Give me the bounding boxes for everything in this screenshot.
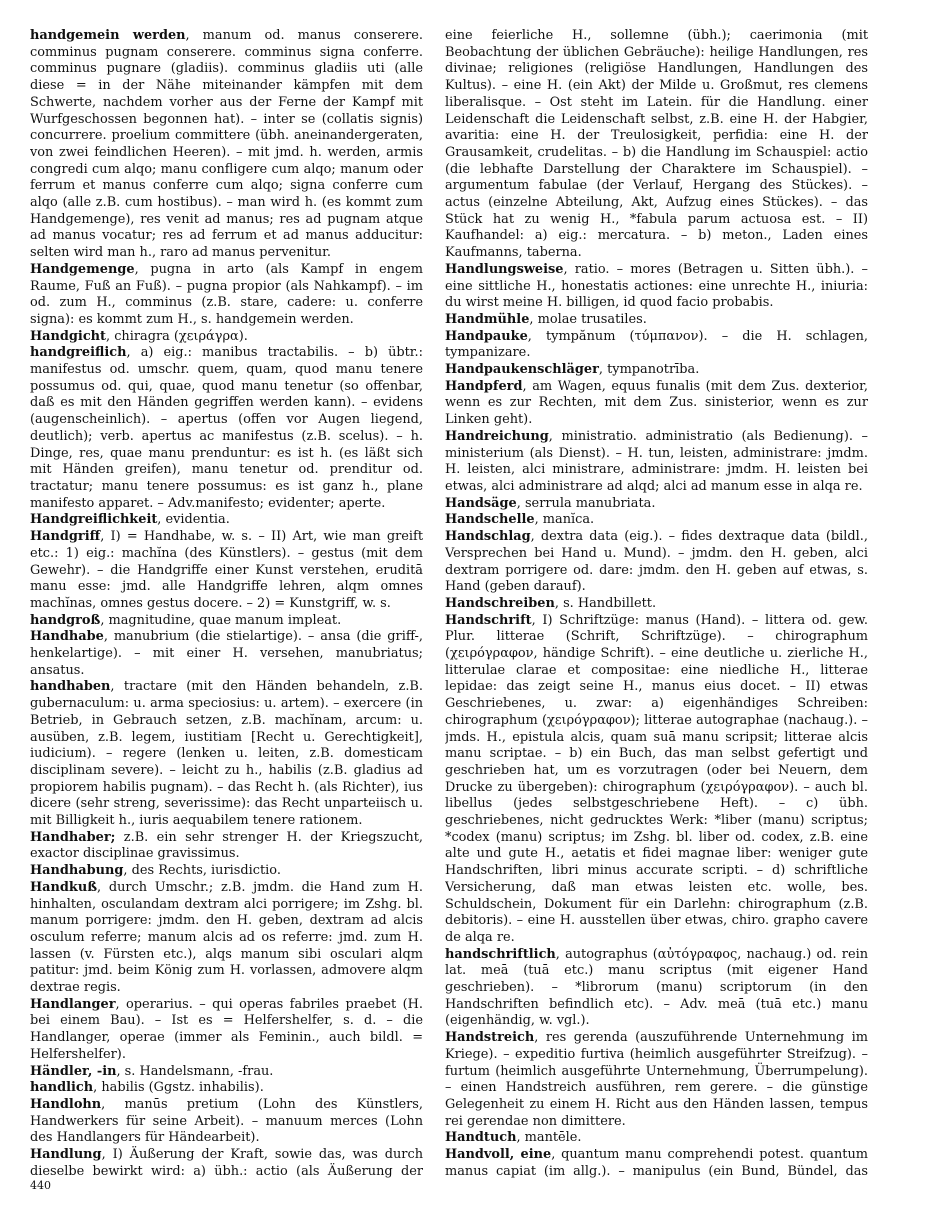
entry-text: z.B. ein sehr strenger H. der Kriegszucht, exactor disciplinae gravissimus. [30,829,423,862]
entry-text: , ratio. – mores (Betragen u. Sitten übh.). – eine sittliche H., honestatis actiones: eine unrechte H., iniuria: du wirst meine H. billigen, id quod facio probabis. [445,261,868,311]
entry-text: , ministratio. administratio (als Bedienung). – ministerium (als Dienst). – H. tun, leisten, administrare: jmdm. H. leisten, alci ministrare, administrare: jmdm. H. leisten bei etwas, alci administrare ad alqd; alci ad manum esse in alqa re. [445,428,868,494]
dictionary-entry [30,830,423,863]
entry-headword: Handreichung [445,428,549,444]
entry-headword: Handschelle [445,512,535,528]
entry-headword: Handschrift [445,612,532,628]
dictionary-entry [445,529,868,596]
entry-headword: Handlung [30,1147,102,1163]
entry-headword: Handlohn [30,1097,102,1112]
entry-headword: Handkuß [30,879,98,895]
right-column [445,28,868,1178]
left-column [30,28,423,1178]
dictionary-entry [30,1097,423,1147]
dictionary-entry [445,262,868,312]
entry-text: , durch Umschr.; z.B. jmdm. die Hand zum H. hinhalten, osculandam dextram alci porrigere; im Zshg. bl. manum porrigere: jmdm. den H. geben, dextram ad alcis osculum referre; manum alcis ad os referre: jmd. zum H. lassen (v. Fürsten etc.), alqs manum sibi osculari alqm patitur: jmd. beim König zum H. vorlassen, admovere alqm dextrae regis. [30,879,423,996]
entry-headword: Händler, -in [30,1063,117,1079]
dictionary-entry [30,629,423,679]
entry-headword: Handgemenge [30,261,135,277]
entry-headword: Handgicht [30,328,107,344]
entry-headword: Handgreiflichkeit [30,512,158,528]
dictionary-entry [445,1030,868,1130]
dictionary-entry [445,379,868,429]
entry-headword: handgroß [30,612,101,628]
entry-headword: Handpaukenschläger [445,362,599,378]
dictionary-entry [445,429,868,496]
dictionary-entry [30,262,423,329]
dictionary-entry [30,880,423,997]
entry-text: , tractare (mit den Händen behandeln, z.B. gubernaculum: u. arma speciosius: u. artem). – exercere (in Betrieb, in Gebrauch setzen, z.B. machĭnam, arcum: u. ausüben, z.B. legem, iustitiam [Recht u. Gerechtigkeit], iudicium). – regere (lenken u. leiten, z.B. domesticam disciplinam severe). – leicht zu h., habilis (z.B. gladius ad propiorem habilis pugnam). – das Recht h. (als Richter), ius dicere (sehr streng, severissime): das Recht unparteiisch u. mit Billigkeit h., iuris aequabilem tenere rationem. [30,679,423,829]
entry-text: , manĭca. [534,512,595,528]
entry-text: , habilis (Ggstz. inhabilis). [93,1080,264,1096]
dictionary-entry [445,1147,868,1178]
entry-text: , tympanotrība. [598,362,700,378]
dictionary-entry [445,1130,868,1147]
dictionary-entry [445,362,868,379]
dictionary-entry [30,997,423,1064]
entry-headword: Handsäge [445,495,517,511]
entry-headword: Handpferd [445,378,523,394]
entry-text: , des Rechts, iurisdictio. [123,863,281,879]
dictionary-entry [445,596,868,613]
entry-text: , pugna in arto (als Kampf in engem Raume, Fuß an Fuß). – pugna propior (als Nahkampf). – im od. zum H., comminus (z.B. stare, cadere: u. conferre signa): es kommt zum H., s. handgemein werden. [30,261,423,327]
entry-headword: Handgriff [30,529,101,545]
dictionary-entry [445,329,868,362]
dictionary-entry [30,28,423,262]
entry-headword: Handtuch [445,1130,517,1146]
entry-text: , mantēle. [516,1130,582,1146]
dictionary-entry [30,345,423,512]
entry-text: , tympănum (τύμπανον). – die H. schlagen, tympanizare. [445,328,868,361]
dictionary-entry [445,512,868,529]
entry-text: , I) Äußerung der Kraft, sowie das, was durch dieselbe bewirkt wird: a) übh.: actio (als Äußerung der [30,1147,423,1178]
entry-headword: Handhabung [30,863,124,879]
dictionary-entry [30,613,423,630]
dictionary-entry [445,496,868,513]
entry-text: eine feierliche H., sollemne (übh.); caerimonia (mit Beobachtung der üblichen Gebräuche): heilige Handlungen, res divinae; religiones (religiöse Handlungen, Handlungen des Kultus). – eine H. (ein Akt) der Milde u. Großmut, res clemens liberalisque. – Ost steht im Latein. für die Handlung. einer Leidenschaft die Leidenschaft selbst, z.B. eine H. der Habgier, avaritia: eine H. der Treulosigkeit, perfidia: eine H. der Grausamkeit, crudelitas. – b) die Handlung im Schauspiel: actio (die lebhafte Darstellung der Charaktere im Schauspiel). – argumentum fabulae (der Verlauf, Hergang des Stückes). – actus (einzelne Abteilung, Akt, Aufzug eines Stückes). – das Stück hat zu wenig H., *fabula parum actuosa est. – II) Kaufhandel: a) eig.: mercatura. – b) meton., Laden eines Kaufmanns, taberna. [445,28,868,261]
entry-headword: handhaben [30,679,111,695]
entry-headword: Handhaber; [30,829,116,845]
entry-text: , I) = Handhabe, w. s. – II) Art, wie man greift etc.: 1) eig.: machĭna (des Künstlers). – gestus (mit dem Gewehr). – die Handgriffe einer Kunst verstehen, eruditā manu esse: jmd. alle Handgriffe lehren, alqm omnes machĭnas, omnes gestus docere. – 2) = Kunstgriff, w. s. [30,529,423,611]
entry-text: , dextra data (eig.). – fides dextraque data (bildl., Versprechen bei Hand u. Mund). – jmdm. den H. geben, alci dextram porrigere od. dare: jmdm. den H. geben auf etwas, s. Hand (geben darauf). [445,529,868,595]
entry-text: , am Wagen, equus funalis (mit dem Zus. dexterior, wenn es zur Rechten, mit dem Zus. sinisterior, wenn es zur Linken geht). [445,378,868,428]
entry-text: , chiragra (χειράγρα). [106,328,248,344]
entry-text: , a) eig.: manibus tractabilis. – b) übtr.: manifestus od. umschr. quem, quam, quod manu tenere possumus od. qui, quae, quod manu tenetur (so offenbar, daß es mit den Händen gegriffen werden kann). – evidens (augenscheinlich). – apertus (offen vor Augen liegend, deutlich); verb. apertus ac manifestus (z.B. scelus). – h. Dinge, res, quae manu prenduntur: es ist h. (es läßt sich mit Händen greifen), manu tenetur od. prenditur od. tractatur; manu tenere possumus: es ist ganz h., plane manifesto apparet. – Adv.manifesto; evidenter; aperte. [30,345,423,511]
dictionary-entry [30,1080,423,1097]
dictionary-entry [30,679,423,829]
entry-headword: Handlanger [30,996,116,1012]
dictionary-entry [30,512,423,529]
dictionary-page [30,28,905,1178]
entry-text: , serrula manubriata. [516,495,656,511]
dictionary-entry [30,1064,423,1081]
dictionary-entry [445,947,868,1031]
dictionary-entry [30,863,423,880]
entry-headword: Handpauke [445,328,528,344]
dictionary-entry [30,529,423,613]
entry-headword: Handschlag [445,529,531,545]
entry-text: , I) Schriftzüge: manus (Hand). – littera od. gew. Plur. litterae (Schrift, Schriftzüge). – chirographum (χειρόγραφον, händige Schrift). – eine deutliche u. zierliche H., litterulae clarae et compositae: eine niedliche H., litterae lepidae: das zeigt seine H., manus eius docet. – II) etwas Geschriebenes, u. zwar: a) eigenhändiges Schreiben: chirographum (χειρόγραφον); litterae autographae (nachaug.). – jmds. H., epistula alcis, quam suā manu scripsit; litterae alcis manu scriptae. – b) ein Buch, das man selbst gefertigt und geschrieben hat, um es vorzutragen (oder bei Neuern, dem Drucke zu übergeben): chirographum (χειρόγραφον). – auch bl. libellus (jedes selbstgeschriebene Heft). – c) übh. geschriebenes, nicht gedrucktes Werk: *liber (manu) scriptus; *codex (manu) scriptus; im Zshg. bl. liber od. codex, z.B. eine alte und gute H., aetatis et fidei magnae liber: weniger gute Handschriften, libri minus accurate scripti. – d) schriftliche Versicherung, daß man etwas leisten etc. wolle, bes. Schuldschein, Dokument für ein Darlehn: chirographum (z.B. debitoris). – eine H. ausstellen über etwas, chiro. grapho cavere de alqa re. [445,612,868,945]
entry-text: , molae trusatiles. [529,311,647,327]
entry-text: , manum od. manus conserere. comminus pugnam conserere. comminus signa conferre. comminus pugnare (gladiis). comminus gladiis uti (alle diese = in der Nähe miteinander kämpfen mit dem Schwerte, nachdem vorher aus der Ferne der Kampf mit Wurfgeschossen begonnen hat). – inter se (collatis signis) concurrere. proelium committere (übh. aneinandergeraten, von zwei feindlichen Heeren). – mit jmd. h. werden, armis congredi cum alqo; manu confligere cum alqo; manum oder ferrum et manus conferre cum alqo; signa conferre cum alqo (alle z.B. cum hostibus). – man wird h. (es kommt zum Handgemenge), res venit ad manus; res ad pugnam atque ad manus vocatur; res ad ferrum et ad manus adducitur: selten wird man h., raro ad manus pervenitur. [30,28,423,261]
entry-text: , operarius. – qui operas fabriles praebet (H. bei einem Bau). – Ist es = Helfershelfer, s. d. – die Handlanger, operae (immer als Feminin., auch bildl. = Helfershelfer). [30,996,423,1062]
dictionary-entry-continued [445,28,868,262]
page-number: 440 [30,1179,51,1192]
entry-headword: handschriftlich [445,946,556,962]
entry-text: , manubrium (die stielartige). – ansa (die griff-, henkelartige). – mit einer H. versehen, manubriatus; ansatus. [30,629,423,678]
entry-text: , quantum manu comprehendi potest. quantum manus capiat (im allg.). – manipulus (ein Bund, Bündel, das [445,1147,868,1178]
dictionary-entry [445,312,868,329]
entry-headword: Handhabe [30,629,104,645]
entry-headword: Handstreich [445,1030,535,1046]
entry-headword: Handschreiben [445,595,555,611]
entry-text: , s. Handbillett. [554,595,657,611]
entry-text: , magnitudine, quae manum impleat. [100,612,342,628]
dictionary-entry [445,613,868,947]
entry-text: , autographus (αὐτόγραφος, nachaug.) od. rein lat. meā (tuā etc.) manu scriptus (mit eigener Hand geschrieben). – *librorum (manu) scriptorum (in den Handschriften befindlich etc). – Adv. meā (tuā etc.) manu (eigenhändig, w. vgl.). [445,946,868,1029]
dictionary-entry [30,1147,423,1178]
entry-headword: handlich [30,1080,94,1096]
entry-text: , manūs pretium (Lohn des Künstlers, Handwerkers für seine Arbeit). – manuum merces (Lohn des Handlangers für Händearbeit). [30,1097,423,1146]
entry-headword: handgemein werden [30,28,186,43]
dictionary-entry [30,329,423,346]
entry-headword: handgreiflich [30,345,127,361]
entry-headword: Handlungsweise [445,261,564,277]
entry-text: , evidentia. [157,512,230,528]
entry-headword: Handmühle [445,311,530,327]
entry-text: , s. Handelsmann, -frau. [116,1063,274,1079]
entry-text: , res gerenda (auszuführende Unternehmung im Kriege). – expeditio furtiva (heimlich ausgeführter Streifzug). – furtum (heimlich ausgeführte Unternehmung, Überrumpelung). – einen Handstreich ausführen, rem gerere. – die günstige Gelegenheit zu einem H. Richt aus den Händen lassen, tempus rei gerendae non dimittere. [445,1030,868,1129]
entry-headword: Handvoll, eine [445,1147,552,1163]
